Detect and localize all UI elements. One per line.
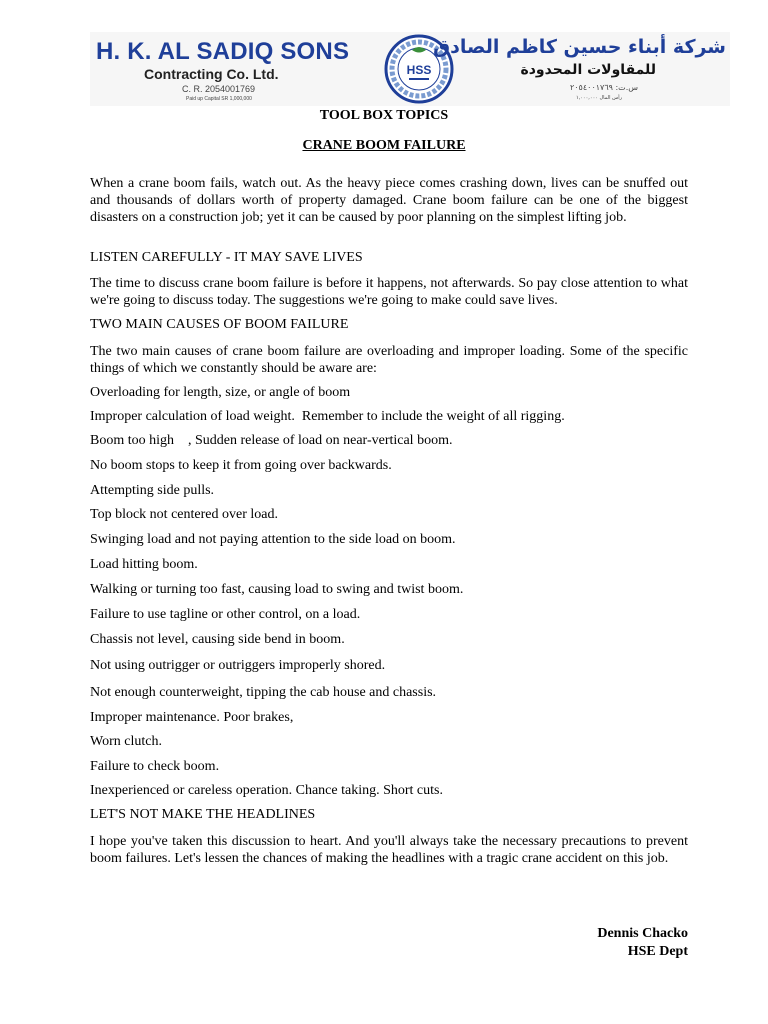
list-item: Not using outrigger or outriggers improperly shored. xyxy=(90,658,386,673)
list-item: Inexperienced or careless operation. Chance taking. Short cuts. xyxy=(90,783,443,798)
signature-department: HSE Dept xyxy=(627,944,688,959)
letterhead xyxy=(90,32,730,106)
list-item: Failure to use tagline or other control, on a load. xyxy=(90,607,361,622)
document-subtitle: CRANE BOOM FAILURE xyxy=(302,138,466,153)
commercial-registration-english: C. R. 2054001769 xyxy=(182,84,256,94)
paid-up-capital-arabic: رأس المال ١,٠٠٠,٠٠٠ xyxy=(575,95,622,101)
document-title: TOOL BOX TOPICS xyxy=(319,108,449,123)
company-name-english: H. K. AL SADIQ SONS xyxy=(96,38,350,65)
list-item: Overloading for length, size, or angle of boom xyxy=(90,385,351,400)
company-subtitle-english: Contracting Co. Ltd. xyxy=(144,66,279,82)
list-item: Top block not centered over load. xyxy=(90,507,278,522)
company-name-arabic: شركة أبناء حسين كاظم الصادق xyxy=(433,36,726,58)
signature-name: Dennis Chacko xyxy=(597,926,688,941)
list-item: No boom stops to keep it from going over backwards. xyxy=(90,458,392,473)
section-heading-headlines: LET'S NOT MAKE THE HEADLINES xyxy=(90,807,316,822)
list-item: Walking or turning too fast, causing load to swing and twist boom. xyxy=(90,582,464,597)
headlines-paragraph: I hope you've taken this discussion to heart. And you'll always take the necessary precautions to prevent boom failures. Let's lessen the chances of making the headlines with a tragic crane accident on this job. xyxy=(90,834,688,866)
list-item: Load hitting boom. xyxy=(90,557,198,572)
list-item: Chassis not level, causing side bend in boom. xyxy=(90,632,345,647)
intro-paragraph: When a crane boom fails, watch out. As the heavy piece comes crashing down, lives can be snuffed out and thousands of dollars worth of property damaged. Crane boom failure can be one of the biggest disasters on a construction job; yet it can be caused by poor planning on the simplest lifting job. xyxy=(90,176,688,225)
section-heading-causes: TWO MAIN CAUSES OF BOOM FAILURE xyxy=(90,317,349,332)
list-item: Not enough counterweight, tipping the cab house and chassis. xyxy=(90,685,437,700)
paid-up-capital-english: Paid up Capital SR 1,000,000 xyxy=(186,96,252,102)
company-subtitle-arabic: للمقاولات المحدودة xyxy=(520,62,656,78)
section-heading-listen: LISTEN CAREFULLY - IT MAY SAVE LIVES xyxy=(90,250,363,265)
list-item: Improper calculation of load weight. Remember to include the weight of all rigging. xyxy=(90,409,565,424)
list-item: Worn clutch. xyxy=(90,734,162,749)
list-item: Boom too high , Sudden release of load on near-vertical boom. xyxy=(90,433,453,448)
list-item: Swinging load and not paying attention to the side load on boom. xyxy=(90,532,456,547)
causes-paragraph: The two main causes of crane boom failure are overloading and improper loading. Some of the specific things of which we constantly should be aware are: xyxy=(90,344,688,376)
list-item: Improper maintenance. Poor brakes, xyxy=(90,710,294,725)
commercial-registration-arabic: س.ت: ٢٠٥٤٠٠١٧٦٩ xyxy=(569,83,638,92)
logo-text: HSS xyxy=(406,63,432,77)
list-item: Failure to check boom. xyxy=(90,759,220,774)
list-item: Attempting side pulls. xyxy=(90,483,215,498)
listen-paragraph: The time to discuss crane boom failure is before it happens, not afterwards. So pay close attention to what we're going to discuss today. The suggestions we're going to make could save lives. xyxy=(90,276,688,308)
